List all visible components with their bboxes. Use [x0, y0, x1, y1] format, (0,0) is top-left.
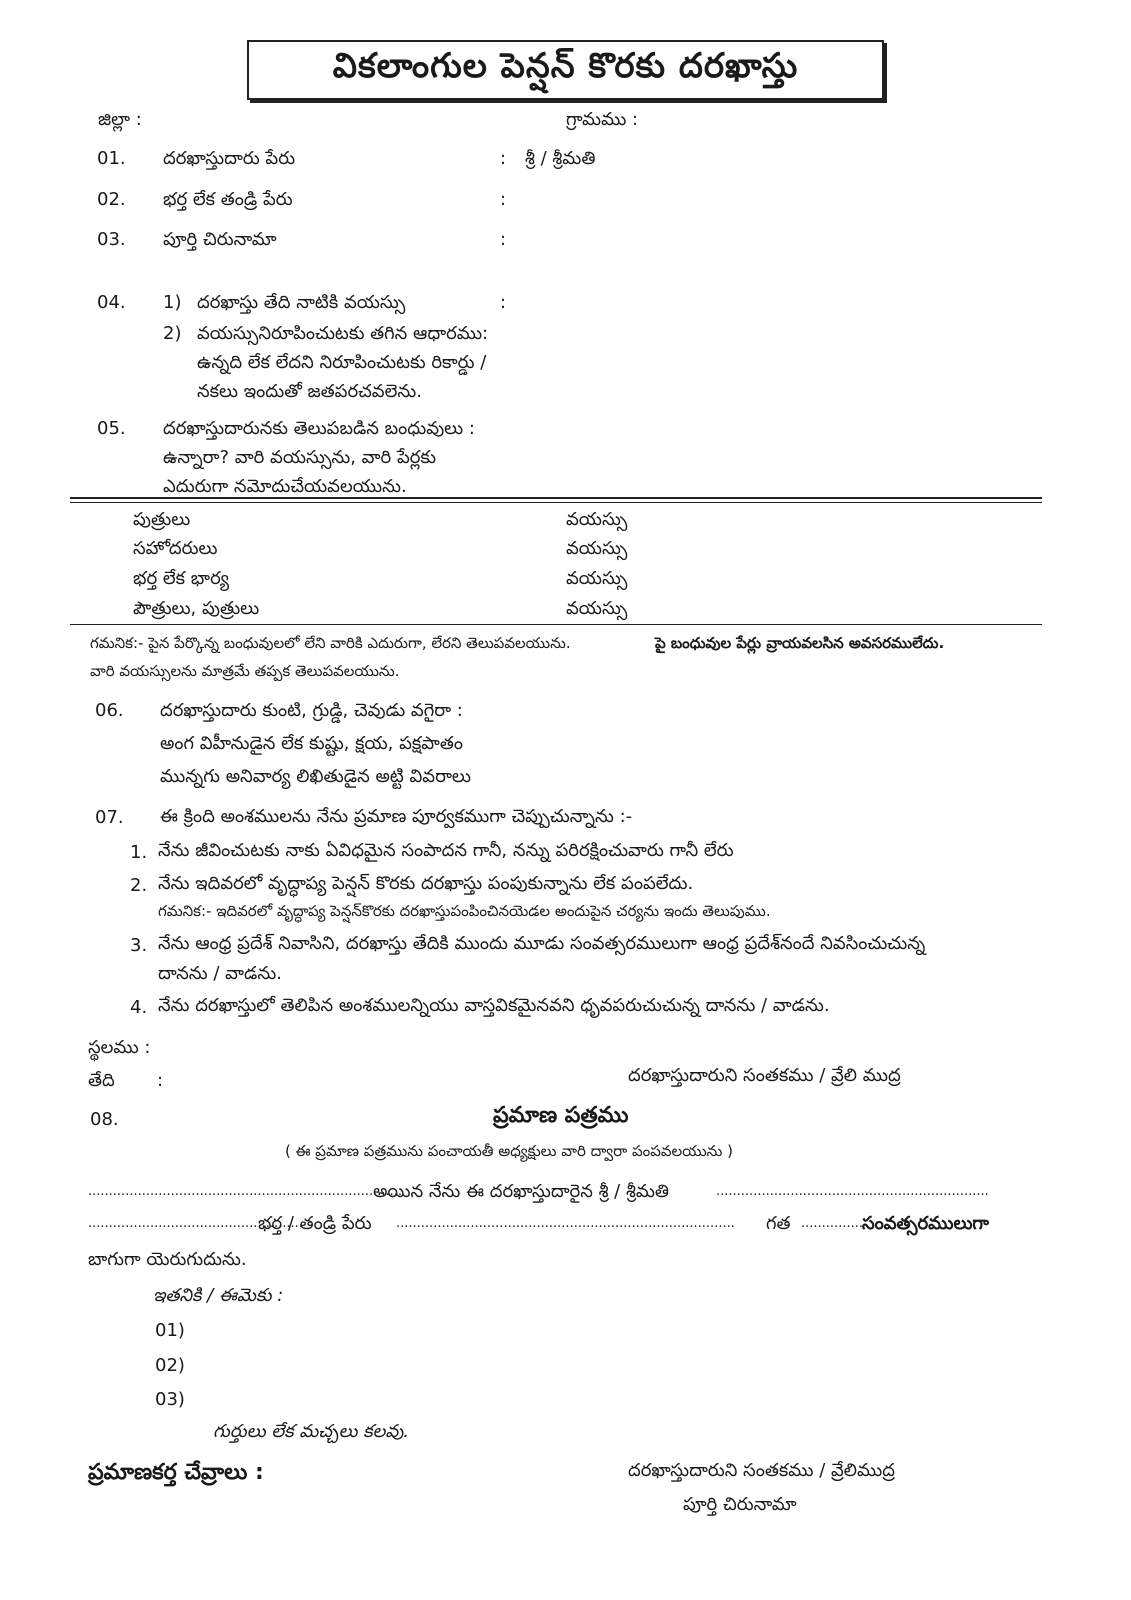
- note-1-line-b: పై బంధువుల పేర్లు వ్రాయవలసిన అవసరములేదు.: [655, 634, 945, 652]
- item-06-number: 06.: [95, 700, 124, 721]
- fill-in-dots: ...............: [801, 1216, 863, 1231]
- applicant-signature-label: దరఖాస్తుదారుని సంతకము / వ్రేలి ముద్ర: [628, 1065, 901, 1086]
- declaration-3-continued: దానను / వాడను.: [158, 963, 282, 984]
- item-04-sub2-number: 2): [163, 323, 182, 344]
- certificate-line-2-label: భర్త / తండ్రి పేరు: [258, 1213, 372, 1234]
- item-06-line: మున్నగు అనివార్య లిఖితుడైన అట్టి వివరాలు: [160, 766, 471, 787]
- fill-in-dots: ............................................................................: [88, 1184, 403, 1199]
- item-04-sub2-line: ఉన్నది లేక లేదని నిరూపించుటకు రికార్డు /: [197, 352, 487, 373]
- item-02-label: భర్త లేక తండ్రి పేరు: [163, 189, 293, 210]
- item-06-line: దరఖాస్తుదారు కుంటి, గ్రుడ్డి, చెవుడు వగైరా :: [160, 700, 463, 721]
- relative-age: వయస్సు: [566, 509, 628, 530]
- relative-age: వయస్సు: [566, 568, 628, 589]
- declaration-4: నేను దరఖాస్తులో తెలిపిన అంశములన్నియు వాస్తవికమైనవని ధృవపరుచుచున్న దానను / వాడను.: [158, 995, 830, 1016]
- item-04-sub1-number: 1): [163, 292, 182, 313]
- certificate-line-1: అయిన నేను ఈ దరఖాస్తుదారైన శ్రీ / శ్రీమతి: [373, 1181, 669, 1202]
- witness-number: 03): [155, 1389, 185, 1410]
- relative-label: భర్త లేక భార్య: [133, 568, 229, 589]
- applicant-signature-label-2: దరఖాస్తుదారుని సంతకము / వ్రేలిముద్ర: [628, 1460, 895, 1481]
- declaration-4-number: 4.: [130, 997, 148, 1018]
- witness-label: ఇతనికి / ఈమెకు :: [153, 1285, 284, 1306]
- certificate-subheading: ( ఈ ప్రమాణ పత్రమును పంచాయతీ అధ్యక్షులు వారి ద్వారా పంపవలయును ): [285, 1142, 733, 1160]
- divider-rule: [70, 502, 1042, 503]
- item-04-sub1-label: దరఖాస్తు తేది నాటికి వయస్సు: [197, 292, 406, 313]
- certificate-line-2-gata: గత: [766, 1213, 791, 1234]
- item-04-colon: :: [500, 292, 507, 313]
- declaration-3: నేను ఆంధ్ర ప్రదేశ్ నివాసిని, దరఖాస్తు తేదికి ముందు మూడు సంవత్సరములుగా ఆంధ్ర ప్రదేశ్‌నందే నివసించుచున్న: [158, 933, 926, 954]
- item-06-line: అంగ విహీనుడైన లేక కుష్టు, క్షయ, పక్షపాతం: [160, 733, 463, 754]
- declaration-3-number: 3.: [130, 935, 148, 956]
- item-04-number: 04.: [97, 292, 126, 313]
- item-07-number: 07.: [95, 807, 124, 828]
- note-1-line-2: వారి వయస్సులను మాత్రమే తప్పక తెలుపవలయును.: [90, 662, 400, 680]
- fill-in-dots: ..................................................................: [716, 1184, 989, 1199]
- certificate-line-2-end: సంవత్సరములుగా: [862, 1213, 990, 1234]
- fill-in-dots: ..................................................................................: [396, 1216, 735, 1231]
- item-05-number: 05.: [97, 418, 126, 439]
- item-07-intro: ఈ క్రింది అంశములను నేను ప్రమాణ పూర్వకముగా చెప్పుచున్నాను :-: [160, 806, 633, 827]
- item-04-sub2-line: వయస్సునిరూపించుటకు తగిన ఆధారము:: [197, 323, 489, 344]
- relative-label: పుత్రులు: [133, 509, 191, 530]
- declaration-1: నేను జీవించుటకు నాకు ఏవిధమైన సంపాదన గానీ, నన్ను పరిరక్షించువారు గానీ లేరు: [158, 840, 734, 861]
- form-title: వికలాంగుల పెన్షన్ కొరకు దరఖాస్తు: [332, 46, 799, 86]
- relative-label: సహోదరులు: [133, 538, 218, 559]
- item-01-colon: :: [500, 148, 507, 169]
- declaration-2-note: గమనిక:- ఇదివరలో వృద్ధాప్య పెన్షన్‌కొరకు దరఖాస్తుపంపించినయెడల అందుపైన చర్యను ఇందు తెలుపుము.: [158, 902, 771, 920]
- item-05-line: ఉన్నారా? వారి వయస్సును, వారి పేర్లకు: [163, 447, 437, 468]
- relative-age: వయస్సు: [566, 598, 628, 619]
- item-02-colon: :: [500, 189, 507, 210]
- witness-number: 01): [155, 1320, 185, 1341]
- witness-number: 02): [155, 1355, 185, 1376]
- full-address-label: పూర్తి చిరునామా: [683, 1494, 797, 1515]
- certificate-line-3: బాగుగా యెరుగుదును.: [88, 1249, 247, 1270]
- declaration-1-number: 1.: [130, 842, 148, 863]
- item-05-line: దరఖాస్తుదారునకు తెలుపబడిన బంధువులు :: [163, 418, 475, 439]
- divider-rule: [70, 624, 1042, 625]
- item-08-number: 08.: [90, 1109, 119, 1130]
- date-colon: :: [157, 1070, 164, 1091]
- item-03-label: పూర్తి చిరునామా: [163, 229, 277, 250]
- item-05-line: ఎదురుగా నమోదుచేయవలయును.: [163, 476, 407, 497]
- item-04-sub2-line: నకలు ఇందుతో జతపరచవలెను.: [197, 381, 422, 402]
- identification-marks: గుర్తులు లేక మచ్చలు కలవు.: [213, 1421, 410, 1442]
- item-01-label: దరఖాస్తుదారు పేరు: [163, 148, 296, 169]
- item-02-number: 02.: [97, 189, 126, 210]
- date-label: తేది: [88, 1070, 115, 1091]
- fill-in-dots: ....................................................: [88, 1216, 303, 1231]
- declaration-2: నేను ఇదివరలో వృద్ధాప్య పెన్షన్ కొరకు దరఖాస్తు పంపుకున్నాను లేక పంపలేదు.: [158, 873, 694, 894]
- certifier-signature-label: ప్రమాణకర్త చేవ్రాలు :: [88, 1460, 264, 1485]
- note-1-line-a: గమనిక:- పైన పేర్కొన్న బంధువులలో లేని వారికి ఎదురుగా, లేరని తెలుపవలయును.: [90, 634, 571, 652]
- item-01-value: శ్రీ / శ్రీమతి: [525, 148, 596, 169]
- form-title-box: [247, 40, 884, 100]
- divider-rule: [70, 497, 1042, 499]
- village-label: గ్రామము :: [566, 109, 639, 130]
- item-03-colon: :: [500, 229, 507, 250]
- declaration-2-number: 2.: [130, 875, 148, 896]
- district-label: జిల్లా :: [98, 109, 142, 130]
- relative-label: పౌత్రులు, పుత్రులు: [133, 598, 260, 619]
- item-01-number: 01.: [97, 148, 126, 169]
- certificate-heading: ప్రమాణ పత్రము: [493, 1103, 629, 1128]
- item-03-number: 03.: [97, 229, 126, 250]
- place-label: స్థలము :: [88, 1037, 151, 1058]
- relative-age: వయస్సు: [566, 538, 628, 559]
